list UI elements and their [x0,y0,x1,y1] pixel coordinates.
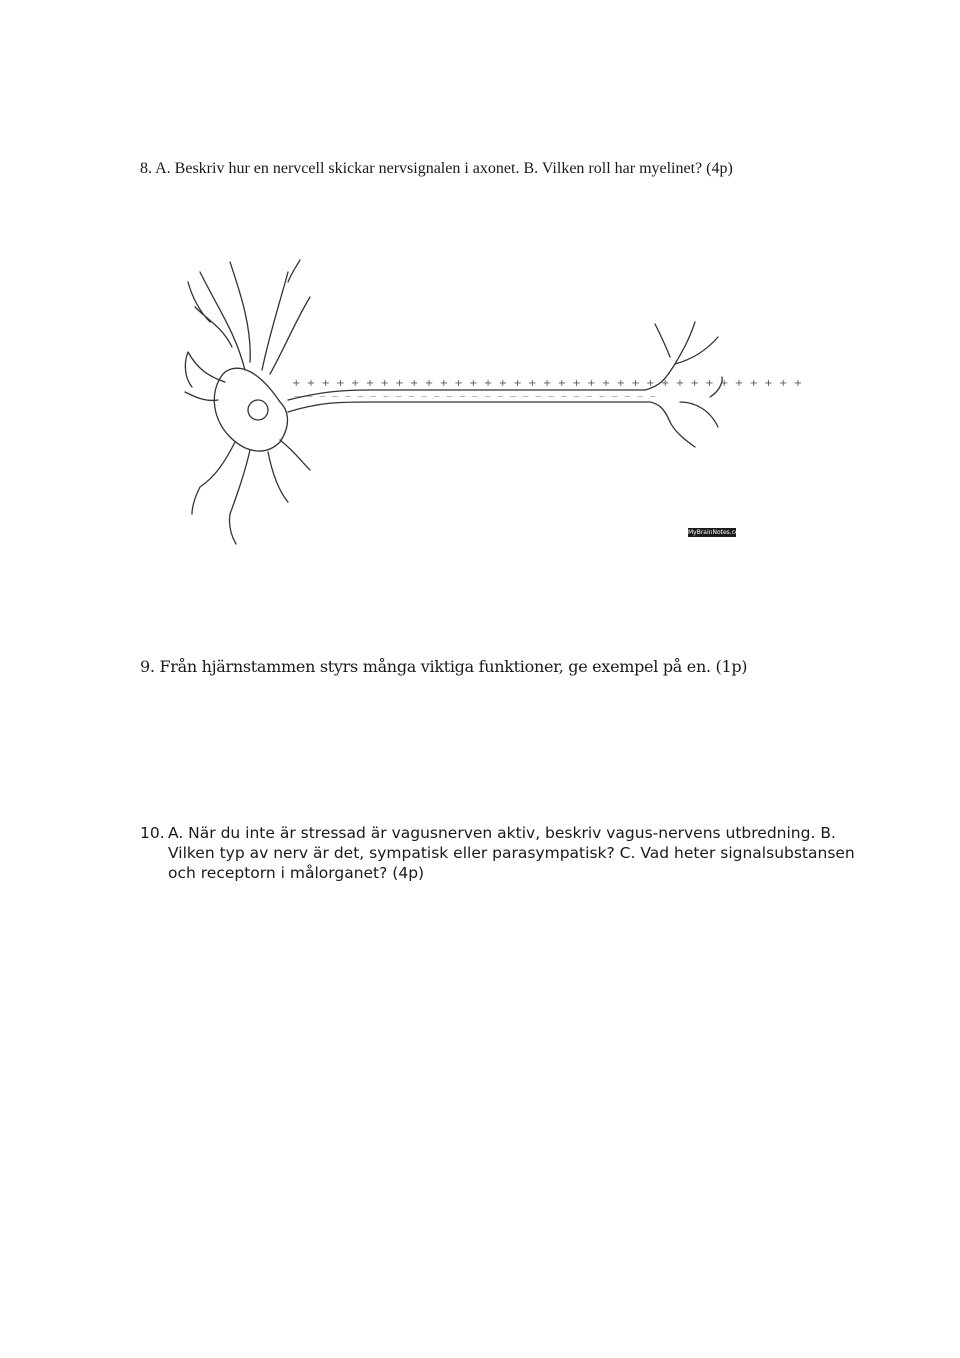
axon-negative-charges: — — — — — — — — — — — — — — — — — — — — — — — — — — — — — [294,393,659,400]
question-10-line: och receptorn i målorganet? (4p) [168,864,425,882]
question-9: 9. Från hjärnstammen styrs många viktiga funktioner, ge exempel på en. (1p) [140,657,748,676]
watermark-logo: MyBrainNotes.com [688,529,745,536]
question-10-number: 10. [140,824,165,842]
cell-body [214,368,287,451]
nucleus [248,400,268,420]
dendrite-upper [188,260,310,374]
dendrite-left [185,352,225,400]
question-10-body [168,823,855,883]
question-8: 8. A. Beskriv hur en nervcell skickar nervsignalen i axonet. B. Vilken roll har myelinet? (4p) [140,160,733,177]
axon-bottom-line [288,402,670,422]
neuron-diagram [170,252,804,552]
axon-positive-charges: + + + + + + + + + + + + + + + + + + + + + + + + + + + + + + + + + + + [292,378,804,389]
dendrite-lower [192,440,310,544]
question-10-line: A. När du inte är stressad är vagusnerven aktiv, beskriv vagus-nervens utbredning. B. [168,824,836,842]
question-10-line: Vilken typ av nerv är det, sympatisk eller parasympatisk? C. Vad heter signalsubstansen [168,844,855,862]
